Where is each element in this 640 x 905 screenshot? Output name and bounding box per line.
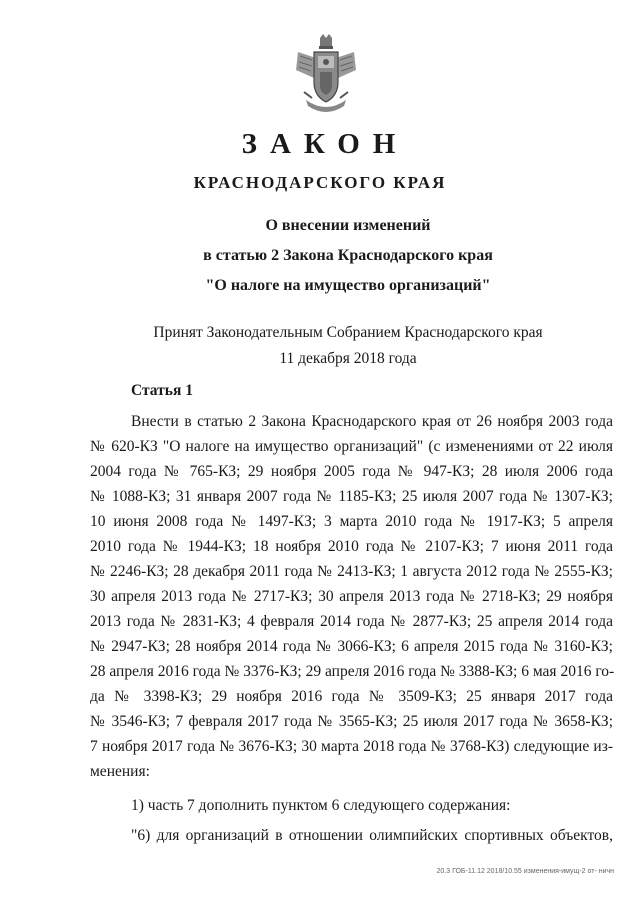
adopted-line-1: Принят Законодательным Собранием Краснодарского края bbox=[153, 324, 543, 341]
list-item-1: 1) часть 7 дополнить пунктом 6 следующего содержания: bbox=[131, 797, 511, 814]
paragraph-line: № 3546-КЗ; 7 февраля 2017 года № 3565-КЗ; 25 июля 2017 года № 3658-КЗ; bbox=[90, 713, 613, 730]
paragraph-line: да № 3398-КЗ; 29 ноября 2016 года № 3509-КЗ; 25 января 2017 года bbox=[90, 688, 613, 705]
paragraph-line: 7 ноября 2017 года № 3676-КЗ; 30 марта 2018 года № 3768-КЗ) следующие из- bbox=[90, 738, 613, 755]
paragraph-line: 2004 года № 765-КЗ; 29 ноября 2005 года № 947-КЗ; 28 июля 2006 года bbox=[90, 463, 613, 480]
paragraph-line: № 2947-КЗ; 28 ноября 2014 года № 3066-КЗ; 6 апреля 2015 года № 3160-КЗ; bbox=[90, 638, 613, 655]
coat-of-arms-icon bbox=[290, 34, 362, 118]
paragraph-line: Внести в статью 2 Закона Краснодарского края от 26 ноября 2003 года bbox=[131, 413, 613, 430]
heading-line-3: "О налоге на имущество организаций" bbox=[205, 277, 491, 294]
law-title: ЗАКОН bbox=[241, 128, 409, 160]
paragraph-line: 10 июня 2008 года № 1497-КЗ; 3 марта 2010 года № 1917-КЗ; 5 апреля bbox=[90, 513, 613, 530]
paragraph-line: 28 апреля 2016 года № 3376-КЗ; 29 апреля 2016 года № 3388-КЗ; 6 мая 2016 го- bbox=[90, 663, 615, 680]
law-subtitle: КРАСНОДАРСКОГО КРАЯ bbox=[193, 173, 447, 192]
adopted-date: 11 декабря 2018 года bbox=[279, 350, 417, 367]
paragraph-line: № 1088-КЗ; 31 января 2007 года № 1185-КЗ; 25 июля 2007 года № 1307-КЗ; bbox=[90, 488, 613, 505]
heading-line-2: в статью 2 Закона Краснодарского края bbox=[203, 247, 493, 264]
paragraph-line: № 620-КЗ "О налоге на имущество организаций" (с изменениями от 22 июля bbox=[90, 438, 613, 455]
footer-stamp: 20.3 ГОБ-11.12 2018/10.55 изменения-имущ-2 от- ничн bbox=[436, 868, 614, 875]
paragraph-line: 2013 года № 2831-КЗ; 4 февраля 2014 года № 2877-КЗ; 25 апреля 2014 года bbox=[90, 613, 613, 630]
list-item-2: "6) для организаций в отношении олимпийских спортивных объектов, bbox=[131, 827, 613, 844]
paragraph-line: № 2246-КЗ; 28 декабря 2011 года № 2413-КЗ; 1 августа 2012 года № 2555-КЗ; bbox=[90, 563, 613, 580]
paragraph-line: 30 апреля 2013 года № 2717-КЗ; 30 апреля 2013 года № 2718-КЗ; 29 ноября bbox=[90, 588, 613, 605]
paragraph-line: менения: bbox=[90, 763, 150, 780]
paragraph-line: 2010 года № 1944-КЗ; 18 ноября 2010 года № 2107-КЗ; 7 июня 2011 года bbox=[90, 538, 613, 555]
heading-line-1: О внесении изменений bbox=[265, 217, 431, 234]
article-heading: Статья 1 bbox=[131, 382, 193, 399]
